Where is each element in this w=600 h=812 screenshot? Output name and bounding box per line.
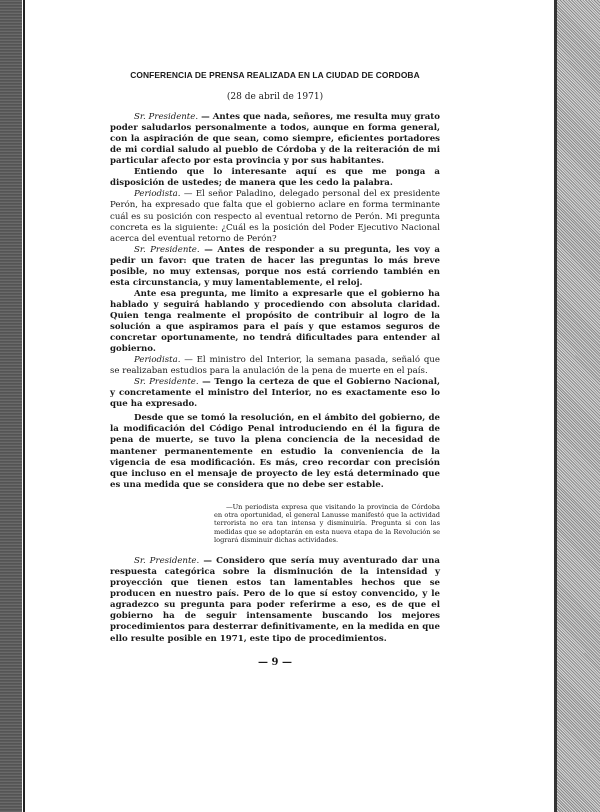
paragraph-text: — Considero que sería muy aventurado dar una respuesta categórica sobre la disminución de la intensidad y proyección que tienen estos tan lamentables hechos que se producen en nuestro país. Pero de lo que sí estoy convencido, y le agradezco su pregunta para poder referirme a eso, es de que el gobierno ha de seguir intensamente buscando los mejores procedimientos para desterrar definitivamente, en la medida en que ello resulte posible en 1971, este tipo de procedimientos. (110, 556, 440, 644)
speaker-label: Sr. Presidente. (134, 112, 199, 123)
paragraph-text: — El ministro del Interior, la semana pasada, señaló que se realizaban estudios para la anulación de la pena de muerte en el país. (110, 355, 440, 377)
document-page (110, 70, 440, 668)
paragraph-7 (110, 377, 440, 410)
paragraph-3 (110, 189, 440, 244)
paragraph-text: — Tengo la certeza de que el Gobierno Nacional, y concretamente el ministro del Interior, no es exactamente eso lo que ha expresado. (110, 377, 440, 410)
paragraph-6 (110, 355, 440, 377)
page-number: — 9 — (258, 656, 292, 668)
paragraph-9 (110, 556, 440, 644)
speaker-label: Periodista. (134, 189, 181, 200)
paragraph-text: — Antes de responder a su pregunta, les voy a pedir un favor: que traten de hacer las preguntas lo más breve posible, no muy extensas, porque nos está corriendo también en esta circunstancia, y muy lamentablemente, el reloj. (110, 244, 440, 288)
paragraph-5 (110, 289, 440, 355)
speaker-label: Sr. Presidente. (134, 377, 199, 388)
paragraph-1 (110, 112, 440, 167)
document-date: (28 de abril de 1971) (226, 92, 324, 103)
paragraph-text: — Antes que nada, señores, me resulta muy grato poder saludarlos personalmente a todos, aunque en forma general, con la aspiración de que sean, como siempre, eficientes portadores de mi cordial saludo al pueblo de Córdoba y de la reiteración de mi particular afecto por esta provincia y por sus habitantes. (110, 112, 441, 167)
paragraph-2 (110, 167, 440, 189)
scan-right-edge (554, 0, 600, 812)
paragraph-text: Desde que se tomó la resolución, en el ámbito del gobierno, de la modificación del Código Penal introduciendo en él la figura de pena de muerte, se tuvo la plena conciencia de la necesidad de mantener permanentemente en estudio la conveniencia de la vigencia de esa modificación. Es más, creo recordar con precisión que incluso en el mensaje de proyecto de ley está determinado que es una medida que se considera que no debe ser estable. (110, 413, 440, 490)
speaker-label: Sr. Presidente. (134, 556, 200, 567)
paragraph-text: Entiendo que lo interesante aquí es que me ponga a disposición de ustedes; de manera que les cedo la palabra. (110, 167, 440, 189)
speaker-label: Periodista. (134, 355, 181, 366)
speaker-label: Sr. Presidente. (134, 244, 200, 255)
scan-left-edge (0, 0, 22, 812)
indented-note: —Un periodista expresa que visitando la provincia de Córdoba en otra oportunidad, el general Lanusse manifestó que la actividad terrorista no era tan intensa y disminuiría. Pregunta si con las medidas que se adoptarán en esta nueva etapa de la Revolución se logrará disminuir dichas actividades. (214, 502, 440, 544)
paragraph-4 (110, 245, 440, 289)
document-title: CONFERENCIA DE PRENSA REALIZADA EN LA CIUDAD DE CORDOBA (130, 70, 420, 80)
paragraph-text: — El señor Paladino, delegado personal del ex presidente Perón, ha expresado que falta que el gobierno aclare en forma terminante cuál es su posición con respecto al eventual retorno de Perón. Mi pregunta concreta es la siguiente: ¿Cuál es la posición del Poder Ejecutivo Nacional acerca del eventual retorno de Perón? (110, 189, 440, 244)
paragraph-text: Ante esa pregunta, me limito a expresarle que el gobierno ha hablado y seguirá hablando y procediendo con absoluta claridad. Quien tenga realmente el propósito de contribuir al logro de la solución a que aspiramos para el país y que estamos seguros de concretar oportunamente, no tendrá dificultades para entender al gobierno. (110, 288, 440, 355)
paragraph-8 (110, 413, 440, 490)
